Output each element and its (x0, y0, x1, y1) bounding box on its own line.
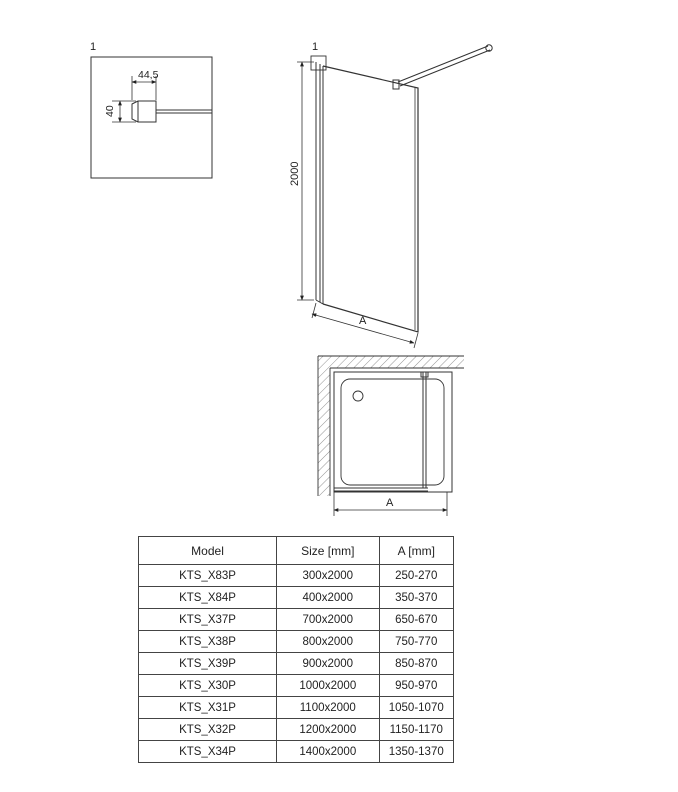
table-row (139, 675, 454, 697)
wall-outline (318, 356, 464, 496)
cell-size: 800x2000 (277, 631, 379, 653)
wall-profile (316, 62, 323, 304)
drain-icon (353, 391, 363, 401)
cell-model: KTS_X84P (139, 587, 277, 609)
wall-hatch (318, 356, 464, 496)
table-row (139, 697, 454, 719)
cell-a: 250-270 (379, 565, 453, 587)
detail-width-label: 44,5 (138, 69, 159, 81)
table-row (139, 741, 454, 763)
cell-size: 1400x2000 (277, 741, 379, 763)
cell-a: 650-670 (379, 609, 453, 631)
callout-label: 1 (312, 41, 319, 53)
elevation-width-label: A (359, 315, 367, 327)
cell-size: 1200x2000 (277, 719, 379, 741)
model-size-table (138, 536, 454, 763)
cell-a: 1050-1070 (379, 697, 453, 719)
stabilizer-bar (393, 45, 492, 89)
rod-profile (132, 101, 212, 122)
cell-a: 850-870 (379, 653, 453, 675)
plan-glass (334, 372, 428, 491)
cell-model: KTS_X39P (139, 653, 277, 675)
header-size: Size [mm] (277, 537, 379, 565)
cell-model: KTS_X37P (139, 609, 277, 631)
cell-a: 950-970 (379, 675, 453, 697)
cell-size: 900x2000 (277, 653, 379, 675)
cell-size: 300x2000 (277, 565, 379, 587)
tray-inner (341, 379, 444, 485)
cell-model: KTS_X31P (139, 697, 277, 719)
cell-model: KTS_X32P (139, 719, 277, 741)
cell-a: 1150-1170 (379, 719, 453, 741)
cell-size: 1100x2000 (277, 697, 379, 719)
table-row (139, 631, 454, 653)
shower-tray (334, 372, 452, 492)
cell-size: 700x2000 (277, 609, 379, 631)
detail-height-label: 40 (104, 105, 116, 117)
elevation-view (289, 41, 492, 348)
cell-model: KTS_X83P (139, 565, 277, 587)
cell-size: 1000x2000 (277, 675, 379, 697)
table-row (139, 719, 454, 741)
plan-view (318, 356, 464, 516)
table-row (139, 565, 454, 587)
header-model: Model (139, 537, 277, 565)
cell-model: KTS_X34P (139, 741, 277, 763)
table-header-row (139, 537, 454, 565)
table-row (139, 609, 454, 631)
cell-model: KTS_X30P (139, 675, 277, 697)
header-a: A [mm] (379, 537, 453, 565)
cell-a: 350-370 (379, 587, 453, 609)
callout-box (311, 56, 326, 70)
detail-view (90, 41, 212, 178)
elevation-height-label: 2000 (289, 161, 301, 186)
plan-width-label: A (386, 497, 394, 509)
glass-panel (323, 66, 418, 332)
table-row (139, 653, 454, 675)
cell-a: 750-770 (379, 631, 453, 653)
cell-model: KTS_X38P (139, 631, 277, 653)
cell-a: 1350-1370 (379, 741, 453, 763)
detail-label: 1 (90, 41, 97, 53)
table-row (139, 587, 454, 609)
cell-size: 400x2000 (277, 587, 379, 609)
